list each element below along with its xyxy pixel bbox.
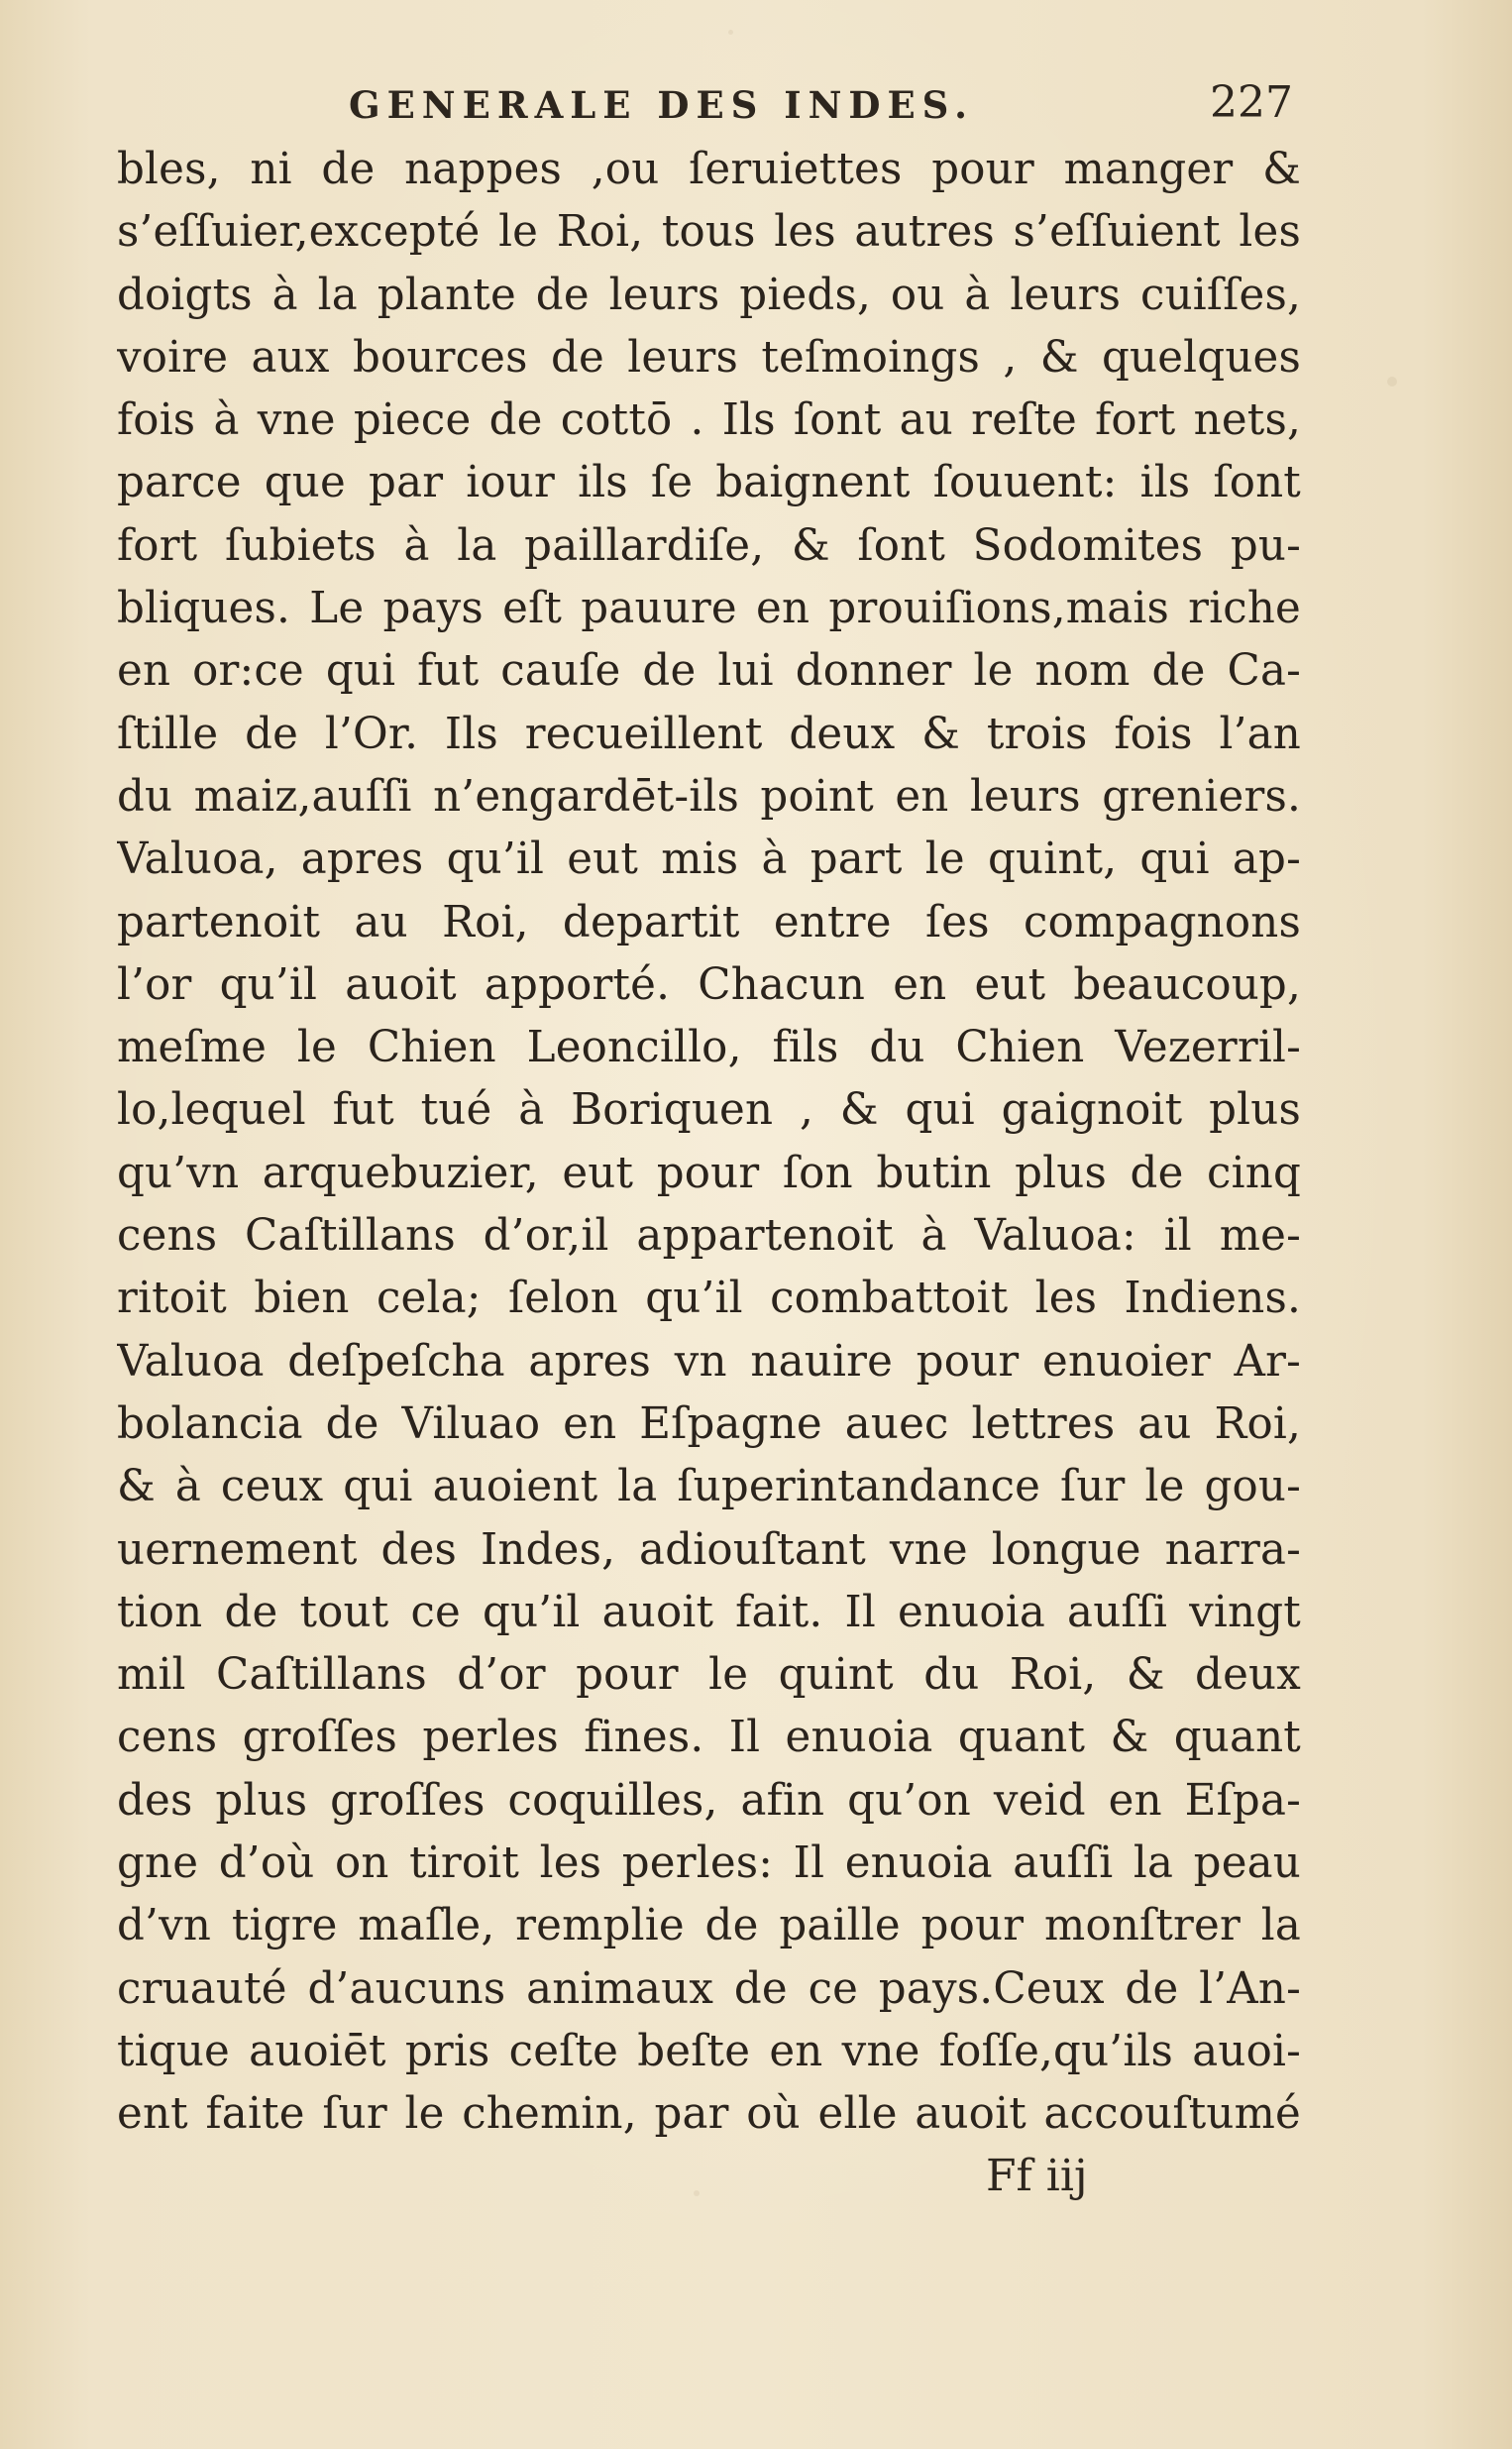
text-line: doigts à la plante de leurs pieds, ou à leurs cuiſſes, bbox=[117, 270, 1301, 320]
text-line: cens groſſes perles fines. Il enuoia quant & quant bbox=[117, 1713, 1301, 1763]
text-line: ent faite ſur le chemin, par où elle auoit accouſtumé bbox=[117, 2089, 1301, 2140]
signature-mark: Ff iij bbox=[986, 2151, 1088, 2201]
text-line: uernement des Indes, adiouſtant vne longue narra- bbox=[117, 1524, 1301, 1575]
text-line: voire aux bources de leurs teſmoings , & quelques bbox=[117, 332, 1301, 383]
text-line: mil Caſtillans d’or pour le quint du Roi, & deux bbox=[117, 1650, 1301, 1701]
text-line: cruauté d’aucuns animaux de ce pays.Ceux de l’An- bbox=[117, 1963, 1301, 2014]
text-line: bles, ni de nappes ,ou ſeruiettes pour manger & bbox=[117, 145, 1301, 194]
text-line: Valuoa deſpeſcha apres vn nauire pour enuoier Ar- bbox=[117, 1336, 1301, 1387]
text-line: meſme le Chien Leoncillo, fils du Chien Vezerril- bbox=[117, 1023, 1301, 1073]
text-line: parce que par iour ils ſe baignent ſouuent: ils ſont bbox=[117, 458, 1301, 508]
text-line: fort ſubiets à la paillardiſe, & ſont Sodomites pu- bbox=[117, 520, 1301, 571]
text-line: partenoit au Roi, departit entre ſes compagnons bbox=[117, 897, 1301, 947]
text-line: des plus groſſes coquilles, afin qu’on veid en Eſpa- bbox=[117, 1775, 1301, 1826]
text-line: bliques. Le pays eſt pauure en prouiſions,mais riche bbox=[117, 584, 1301, 634]
text-line: qu’vn arquebuzier, eut pour ſon butin plus de cinq bbox=[117, 1148, 1301, 1198]
page-header bbox=[117, 77, 1301, 137]
paper-speck bbox=[694, 2190, 700, 2196]
paper-speck bbox=[1387, 377, 1397, 387]
text-line: ſtille de l’Or. Ils recueillent deux & trois fois l’an bbox=[117, 709, 1301, 759]
text-line: ritoit bien cela; ſelon qu’il combattoit les Indiens. bbox=[117, 1274, 1301, 1324]
text-line: cens Caſtillans d’or,il appartenoit à Valuoa: il me- bbox=[117, 1211, 1301, 1262]
text-line: & à ceux qui auoient la ſuperintandance ſur le gou- bbox=[117, 1462, 1301, 1512]
text-line: l’or qu’il auoit apporté. Chacun en eut beaucoup, bbox=[117, 959, 1301, 1010]
body-text bbox=[117, 139, 1301, 2147]
paper-speck bbox=[728, 30, 733, 35]
text-line: gne d’où on tiroit les perles: Il enuoia auſſi la peau bbox=[117, 1838, 1301, 1889]
text-line: tique auoiēt pris ceſte beſte en vne foſſe,qu’ils auoi- bbox=[117, 2026, 1301, 2076]
text-line: bolancia de Viluao en Eſpagne auec lettres au Roi, bbox=[117, 1398, 1301, 1449]
text-line: tion de tout ce qu’il auoit fait. Il enuoia auſſi vingt bbox=[117, 1587, 1301, 1637]
text-line: lo,lequel fut tué à Boriquen , & qui gaignoit plus bbox=[117, 1085, 1301, 1136]
text-line: d’vn tigre maſle, remplie de paille pour monſtrer la bbox=[117, 1901, 1301, 1951]
text-line: s’eſſuier,excepté le Roi, tous les autres s’eſſuient les bbox=[117, 207, 1301, 258]
page-number: 227 bbox=[1210, 77, 1293, 128]
text-line: Valuoa, apres qu’il eut mis à part le quint, qui ap- bbox=[117, 835, 1301, 885]
text-line: fois à vne piece de cottō . Ils ſont au reſte fort nets, bbox=[117, 395, 1301, 446]
text-line: du maiz,auſſi n’engardēt-ils point en leurs greniers. bbox=[117, 771, 1301, 822]
running-head: GENERALE DES INDES. bbox=[349, 83, 974, 127]
text-line: en or:ce qui fut cauſe de lui donner le nom de Ca- bbox=[117, 646, 1301, 697]
